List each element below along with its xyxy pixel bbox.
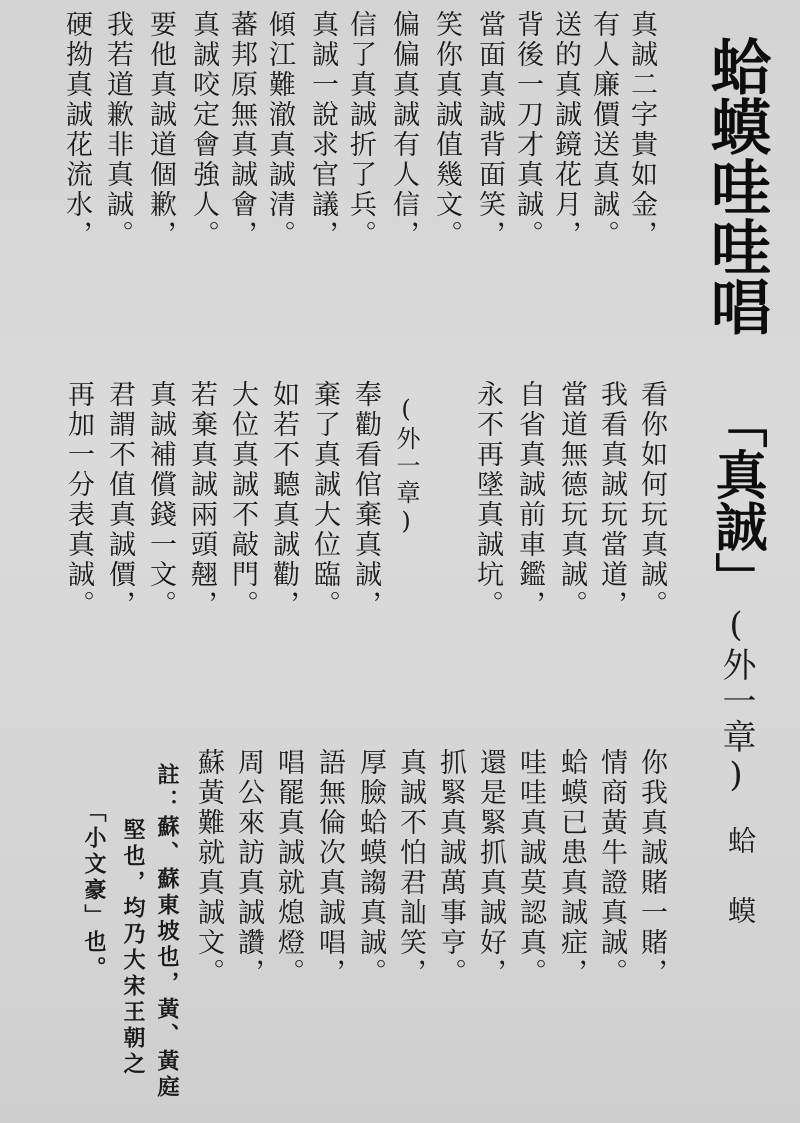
poem-line: 真誠咬定會強人。 <box>188 10 219 250</box>
poem-line: 厚臉蛤蟆謅真誠。 <box>355 748 386 988</box>
poem-line: 若棄真誠兩頭翹， <box>186 380 217 620</box>
footnote-line: 註：蘇、蘇東坡也，黃、黃庭 <box>154 763 179 1101</box>
poem-line: 背後一刀才真誠。 <box>512 10 543 250</box>
poem-line: 當面真誠背面笑， <box>474 10 505 250</box>
poem-line: 你我真誠賭一賭， <box>636 748 667 988</box>
poem-line: 真誠一說求官議， <box>307 10 338 250</box>
poem-line: 大位真誠不敲門。 <box>227 380 258 620</box>
poem-line: 抓緊真誠萬事亨。 <box>435 748 466 988</box>
poem-line: 笑你真誠值幾文。 <box>431 10 462 250</box>
footnote-line: 堅也，均乃大宋王朝之 <box>120 818 145 1078</box>
poem-line: 奉勸看倌棄真誠， <box>350 380 381 620</box>
poem-line: 傾江難澈真誠清。 <box>264 10 295 250</box>
poem-line: 要他真誠道個歉， <box>145 10 176 250</box>
poem-line: 送的真誠鏡花月， <box>550 10 581 250</box>
poem-line: 我若道歉非真誠。 <box>102 10 133 250</box>
poem-line: 真誠不怕君訕笑， <box>395 748 426 988</box>
poem-subtitle: (外一章) <box>716 605 756 797</box>
poem-line: 語無倫次真誠唱， <box>314 748 345 988</box>
poem-line: 偏偏真誠有人信， <box>388 10 419 250</box>
poem-line: 再加一分表真誠。 <box>63 380 94 620</box>
poem-line: 君謂不值真誠價， <box>104 380 135 620</box>
poem-line: 哇哇真誠莫認真。 <box>515 748 546 988</box>
poem-line: 有人廉價送真誠。 <box>588 10 619 250</box>
poem-line: 當道無德玩真誠。 <box>556 380 587 620</box>
poem-line: 看你如何玩真誠。 <box>636 380 667 620</box>
poem-title: 蛤蟆哇哇唱 <box>701 36 771 336</box>
poem-line: 蘇黃難就真誠文。 <box>193 748 224 988</box>
poem-line: 蛤蟆已患真誠症， <box>556 748 587 988</box>
poem-line: 情商黃牛證真誠。 <box>596 748 627 988</box>
poem-line: 真誠補償錢一文。 <box>145 380 176 620</box>
section-heading: (外一章) <box>392 395 420 538</box>
poem-line: 唱罷真誠就熄燈。 <box>273 748 304 988</box>
poem-title-quoted: 「真誠」 <box>706 396 766 604</box>
poem-line: 我看真誠玩當道， <box>596 380 627 620</box>
poem-line: 硬拗真誠花流水， <box>61 10 92 250</box>
poem-line: 還是緊抓真誠好， <box>475 748 506 988</box>
poem-line: 蕃邦原無真誠會， <box>226 10 257 250</box>
poem-line: 自省真誠前車鑑， <box>514 380 545 620</box>
poem-line: 如若不聽真誠勸， <box>268 380 299 620</box>
poem-line: 真誠二字貴如金， <box>626 10 657 250</box>
poem-line: 永不再墜真誠坑。 <box>472 380 503 620</box>
poem-line: 信了真誠折了兵。 <box>345 10 376 250</box>
footnote-line: 「小文豪」也。 <box>81 800 106 982</box>
poem-line: 周公來訪真誠讚， <box>233 748 264 988</box>
poem-line: 棄了真誠大位臨。 <box>309 380 340 620</box>
author-name: 蛤蟆 <box>724 826 757 966</box>
